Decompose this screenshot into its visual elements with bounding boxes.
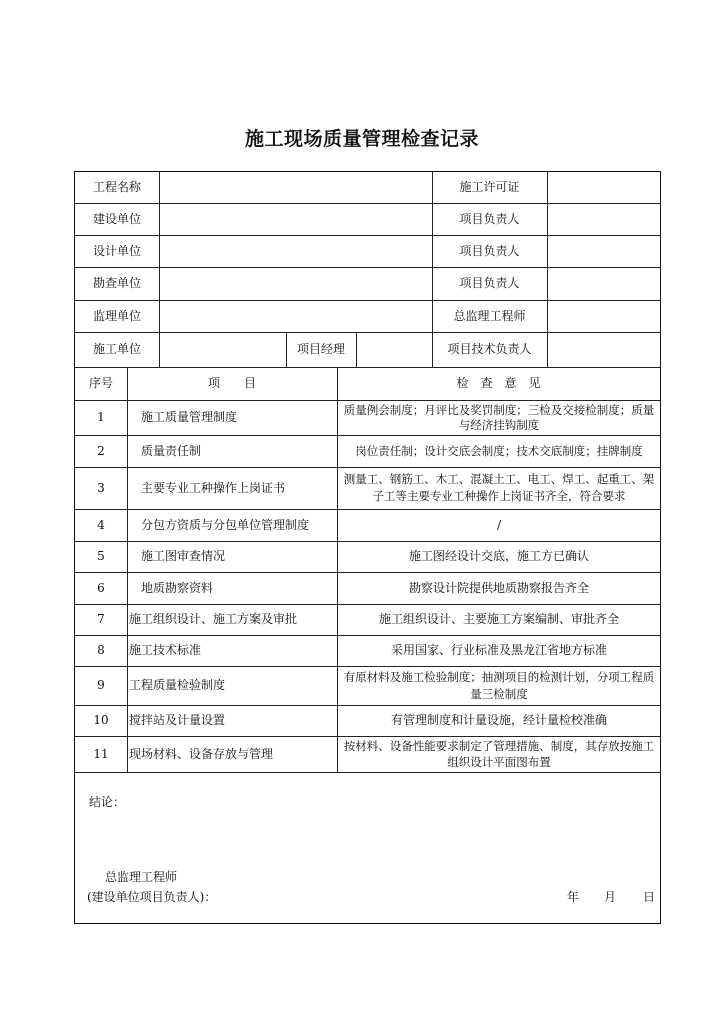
row-2-item: 质量责任制 <box>141 443 202 458</box>
row-3-no: 3 <box>97 480 105 495</box>
row-2-opinion: 岗位责任制；设计交底会制度；技术交底制度；挂牌制度 <box>355 443 643 458</box>
row-7-item: 施工组织设计、施工方案及审批 <box>129 612 298 626</box>
row-5-opinion: 施工图经设计交底，施工方已确认 <box>408 549 589 563</box>
chief-supervisor-field[interactable] <box>551 300 659 332</box>
row-4-opinion: / <box>496 517 502 532</box>
survey-field[interactable] <box>163 267 429 300</box>
row-11-opinion: 按材料、设备性能要求制定了管理措施、制度，其存放按施工组织设计平面图布置 <box>343 739 655 769</box>
date-month-label: 月 <box>603 889 616 904</box>
col-header-opinion: 检 查 意 见 <box>456 376 541 390</box>
designer-field[interactable] <box>163 235 429 267</box>
chief-supervisor-label: 总监理工程师 <box>453 308 526 323</box>
row-3-opinion: 测量工、钢筋工、木工、混凝土工、电工、焊工、起重工、架子工等主要专业工种操作上岗证书齐全，符合要求 <box>343 472 655 503</box>
col-header-no: 序号 <box>88 376 113 390</box>
row-8-opinion: 采用国家、行业标准及黑龙江省地方标准 <box>390 643 607 657</box>
designer-label: 设计单位 <box>92 243 141 258</box>
row-1-item: 施工质量管理制度 <box>141 410 238 424</box>
tech-lead-label: 项目技术负责人 <box>447 342 532 356</box>
row-10-no: 10 <box>93 713 109 727</box>
row-9-item: 工程质量检验制度 <box>129 678 226 692</box>
contractor-label: 施工单位 <box>92 342 141 356</box>
contractor-field[interactable] <box>163 332 283 367</box>
project-name-label: 工程名称 <box>92 180 141 194</box>
permit-field[interactable] <box>551 172 659 203</box>
date-day-label: 日 <box>642 889 655 904</box>
designer-lead-label: 项目负责人 <box>459 243 520 258</box>
row-9-opinion: 有原材料及施工检验制度；抽测项目的检测计划，分项工程质量三检制度 <box>343 669 655 701</box>
survey-label: 勘查单位 <box>92 276 141 290</box>
tech-lead-field[interactable] <box>551 332 659 367</box>
builder-lead-label: 项目负责人 <box>459 211 520 226</box>
row-11-item: 现场材料、设备存放与管理 <box>129 746 274 761</box>
builder-label: 建设单位 <box>92 211 141 226</box>
row-5-no: 5 <box>97 549 105 563</box>
project-manager-field[interactable] <box>360 332 430 367</box>
row-6-item: 地质勘察资料 <box>141 580 214 595</box>
supervisor-field[interactable] <box>163 300 429 332</box>
survey-lead-field[interactable] <box>551 267 659 300</box>
row-5-item: 施工图审查情况 <box>141 549 226 563</box>
row-4-item: 分包方资质与分包单位管理制度 <box>141 517 310 532</box>
date-year-label: 年 <box>566 889 579 904</box>
designer-lead-field[interactable] <box>551 235 659 267</box>
row-3-item: 主要专业工种操作上岗证书 <box>141 480 286 495</box>
col-header-item: 项 目 <box>207 376 256 390</box>
row-1-opinion: 质量例会制度；月评比及奖罚制度；三检及交接检制度；质量与经济挂钩制度 <box>343 402 655 432</box>
project-manager-label: 项目经理 <box>296 342 345 356</box>
page-title: 施工现场质量管理检查记录 <box>244 128 479 150</box>
supervisor-label: 监理单位 <box>92 308 141 323</box>
inspection-form <box>74 171 661 924</box>
row-10-item: 搅拌站及计量设置 <box>129 713 226 727</box>
survey-lead-label: 项目负责人 <box>459 276 520 290</box>
row-11-no: 11 <box>93 746 109 761</box>
signer-subtitle: (建设单位项目负责人)： <box>87 889 217 904</box>
row-8-no: 8 <box>97 643 105 657</box>
builder-field[interactable] <box>163 203 429 235</box>
row-10-opinion: 有管理制度和计量设施，经计量检校准确 <box>390 713 607 727</box>
project-name-field[interactable] <box>163 172 429 203</box>
row-6-no: 6 <box>97 580 105 595</box>
row-8-item: 施工技术标准 <box>129 643 202 657</box>
row-6-opinion: 勘察设计院提供地质勘察报告齐全 <box>408 580 589 595</box>
row-1-no: 1 <box>97 410 105 424</box>
signer-title: 总监理工程师 <box>105 869 178 884</box>
permit-label: 施工许可证 <box>459 180 520 194</box>
row-7-opinion: 施工组织设计、主要施工方案编制、审批齐全 <box>378 612 619 626</box>
builder-lead-field[interactable] <box>551 203 659 235</box>
conclusion-label: 结论： <box>89 794 126 809</box>
row-2-no: 2 <box>97 443 105 458</box>
row-4-no: 4 <box>97 517 105 532</box>
row-7-no: 7 <box>97 612 105 626</box>
row-9-no: 9 <box>97 678 105 692</box>
